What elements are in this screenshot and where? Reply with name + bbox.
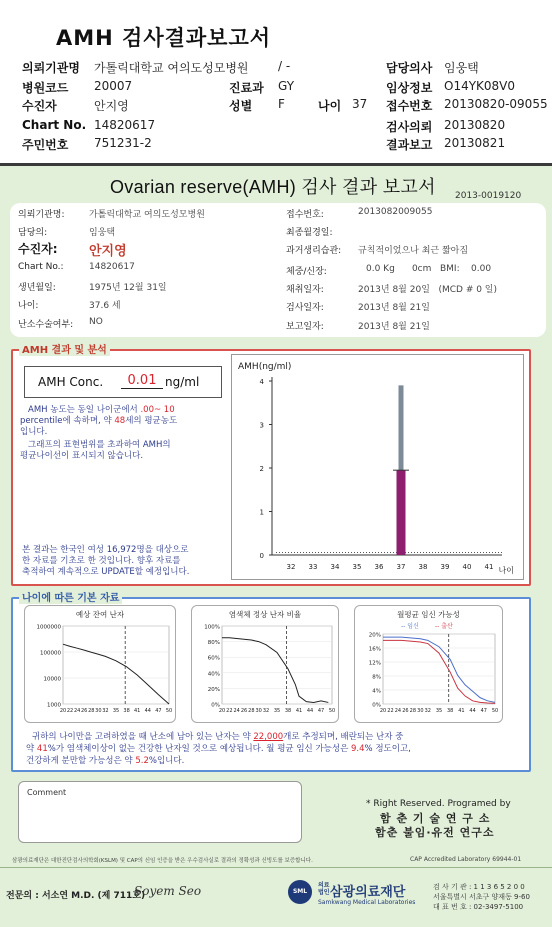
baseline-dot bbox=[408, 552, 409, 553]
y-tick-label: 0% bbox=[372, 702, 381, 709]
baseline-dot bbox=[315, 552, 316, 553]
baseline-dot bbox=[372, 552, 373, 553]
legend-preg: -- 임신 bbox=[401, 623, 419, 630]
y-tick-label: 4% bbox=[372, 688, 381, 695]
baseline-dot bbox=[285, 552, 286, 553]
summary-line3: 건강하게 분만할 가능성은 약 5.2%입니다. bbox=[26, 756, 185, 766]
x-tick-label: 22 bbox=[387, 708, 394, 714]
x-tick-label: 41 bbox=[458, 708, 465, 714]
y-tick-label: 40% bbox=[207, 671, 220, 678]
info-value: 37.6 세 bbox=[89, 301, 121, 311]
x-tick-label: 33 bbox=[308, 563, 318, 571]
amh-graph-note1: 그래프의 표현범위를 초과하여 AMH의 bbox=[28, 440, 171, 450]
header-label: 결과보고 bbox=[386, 138, 433, 152]
info-label: 생년월일: bbox=[18, 283, 56, 293]
baseline-dot bbox=[300, 552, 301, 553]
info-value: 0.0 Kg 0cm BMI: 0.00 bbox=[366, 264, 492, 274]
info-value: NO bbox=[89, 317, 103, 327]
x-tick-label: 41 bbox=[295, 708, 303, 714]
baseline-dot bbox=[420, 552, 421, 553]
info-label: 의뢰기관명: bbox=[18, 210, 65, 220]
pregnancy-panel bbox=[354, 605, 503, 723]
info-value: 2013082009055 bbox=[358, 207, 433, 217]
baseline-dot bbox=[501, 552, 502, 553]
remaining-eggs-panel bbox=[24, 605, 176, 723]
baseline-dot bbox=[465, 552, 466, 553]
amh-text-line3: 입니다. bbox=[20, 427, 48, 437]
y-tick-label: 2 bbox=[259, 465, 264, 473]
x-tick-label: 20 bbox=[379, 708, 387, 714]
series-line bbox=[222, 638, 328, 703]
x-tick-label: 50 bbox=[165, 708, 173, 714]
baseline-dot bbox=[276, 552, 277, 553]
x-tick-label: 38 bbox=[447, 708, 454, 714]
info-value: 2013년 8월 21일 bbox=[358, 303, 430, 313]
comment-label: Comment bbox=[27, 788, 67, 797]
header-label: Chart No. bbox=[22, 118, 87, 132]
chart-title: AMH(ng/ml) bbox=[238, 362, 292, 372]
header-value: 751231-2 bbox=[94, 136, 152, 150]
y-tick-label: 1000000 bbox=[36, 624, 61, 631]
baseline-dot bbox=[336, 552, 337, 553]
baseline-dot bbox=[330, 552, 331, 553]
baseline-dot bbox=[312, 552, 313, 553]
y-tick-label: 20% bbox=[368, 632, 381, 639]
header-label: 주민번호 bbox=[22, 138, 69, 152]
info-label: 검사일자: bbox=[286, 303, 324, 313]
baseline-dot bbox=[303, 552, 304, 553]
y-tick-label: 0% bbox=[211, 702, 220, 709]
x-tick-label: 44 bbox=[306, 708, 314, 714]
series-line bbox=[383, 637, 495, 702]
amh-text-line1: AMH 농도는 동일 나이군에서 .00~ 10 bbox=[28, 405, 175, 415]
header-label: 의뢰기관명 bbox=[22, 61, 80, 75]
amh-section-header: AMH 결과 및 분석 bbox=[19, 341, 110, 356]
program-note: * Right Reserved. Programed by bbox=[366, 799, 511, 809]
header-value: 20007 bbox=[94, 79, 133, 93]
header-value: / - bbox=[278, 59, 291, 73]
info-label: 담당의: bbox=[18, 228, 48, 238]
footer-divider bbox=[0, 867, 552, 868]
baseline-dot bbox=[318, 552, 319, 553]
baseline-dot bbox=[342, 552, 343, 553]
org-english: Samkwang Medical Laboratories bbox=[318, 899, 416, 906]
x-tick-label: 40 bbox=[462, 563, 472, 571]
doctor-signature: Soyem Seo bbox=[134, 884, 202, 898]
x-tick-label: 20 bbox=[218, 708, 226, 714]
baseline-dot bbox=[432, 552, 433, 553]
doctor-name: 전문의 : 서소연 M.D. (제 711호) bbox=[6, 891, 146, 901]
summary-line1: 귀하의 나이만을 고려하였을 때 난소에 남아 있는 난자는 약 22,000개로 추정되며, 배란되는 난자 중 bbox=[32, 732, 404, 742]
baseline-dot bbox=[306, 552, 307, 553]
normal-egg-chart bbox=[192, 606, 338, 722]
amh-conc-value: 0.01 bbox=[121, 373, 163, 389]
y-tick-label: 10000 bbox=[43, 676, 61, 683]
footer-cap: CAP Accredited Laboratory 69944-01 bbox=[410, 856, 522, 863]
baseline-dot bbox=[291, 552, 292, 553]
x-tick-label: 38 bbox=[123, 708, 130, 714]
baseline-dot bbox=[480, 552, 481, 553]
info-value: 2013년 8월 21일 bbox=[358, 322, 430, 332]
x-tick-label: 30 bbox=[417, 708, 424, 714]
plot-frame bbox=[222, 626, 332, 704]
contact-line3: 대 표 번 호 : 02-3497-5100 bbox=[433, 903, 524, 911]
amh-basis2: 한 자료를 기초로 한 것입니다. 향후 자료를 bbox=[22, 556, 181, 566]
header-value: 20130821 bbox=[444, 136, 506, 150]
bar bbox=[397, 470, 406, 555]
x-tick-label: 28 bbox=[409, 708, 417, 714]
x-tick-label: 32 bbox=[286, 563, 296, 571]
x-tick-label: 39 bbox=[440, 563, 450, 571]
info-label: 접수번호: bbox=[286, 210, 324, 220]
x-tick-label: 32 bbox=[424, 708, 431, 714]
baseline-dot bbox=[474, 552, 475, 553]
x-tick-label: 30 bbox=[255, 708, 262, 714]
info-label: 난소수술여부: bbox=[18, 320, 74, 330]
header-label: 담당의사 bbox=[386, 61, 433, 75]
x-tick-label: 47 bbox=[480, 708, 487, 714]
baseline-dot bbox=[297, 552, 298, 553]
baseline-dot bbox=[492, 552, 493, 553]
baseline-dot bbox=[444, 552, 445, 553]
baseline-dot bbox=[471, 552, 472, 553]
x-tick-label: 35 bbox=[435, 708, 443, 714]
baseline-dot bbox=[477, 552, 478, 553]
info-label: 보고일자: bbox=[286, 322, 324, 332]
x-tick-label: 38 bbox=[418, 563, 428, 571]
plot-frame bbox=[383, 634, 495, 704]
baseline-dot bbox=[354, 552, 355, 553]
header-value: GY bbox=[278, 79, 295, 93]
info-label: 수진자: bbox=[18, 242, 58, 256]
baseline-dot bbox=[381, 552, 382, 553]
info-label: 채취일자: bbox=[286, 285, 324, 295]
x-tick-label: 35 bbox=[352, 563, 362, 571]
footer-disclaimer: 삼광의료재단은 대한진단검사의학회(KSLM) 및 CAP의 신임 인증을 받은 우수검사실로 결과의 정확성과 신빙도를 보증합니다. bbox=[12, 858, 313, 864]
y-tick-label: 3 bbox=[259, 421, 264, 430]
y-tick-label: 4 bbox=[259, 378, 264, 386]
baseline-dot bbox=[456, 552, 457, 553]
amh-basis3: 축적하여 계속적으로 UPDATE할 예정입니다. bbox=[22, 567, 190, 577]
x-tick-label: 22 bbox=[226, 708, 233, 714]
normal-egg-panel bbox=[191, 605, 339, 723]
legend-birth: -- 출산 bbox=[435, 623, 453, 630]
chart-title: 예상 잔여 난자 bbox=[75, 610, 125, 619]
header-value: 임웅택 bbox=[444, 61, 479, 75]
x-tick-label: 20 bbox=[59, 708, 67, 714]
org-small: 의료 법인 bbox=[318, 882, 330, 896]
y-tick-label: 16% bbox=[368, 646, 381, 653]
x-tick-label: 36 bbox=[374, 563, 384, 571]
baseline-dot bbox=[417, 552, 418, 553]
baseline-dot bbox=[411, 552, 412, 553]
x-tick-label: 35 bbox=[273, 708, 281, 714]
baseline-dot bbox=[438, 552, 439, 553]
baseline-dot bbox=[378, 552, 379, 553]
header-label: 접수번호 bbox=[386, 99, 433, 113]
header-value: O14YK08V0 bbox=[444, 79, 516, 93]
amh-conc-unit: ng/ml bbox=[165, 375, 200, 389]
baseline-dot bbox=[483, 552, 484, 553]
y-tick-label: 100000 bbox=[40, 650, 61, 657]
x-tick-label: 26 bbox=[240, 708, 248, 714]
header-value: F bbox=[278, 97, 285, 111]
baseline-dot bbox=[351, 552, 352, 553]
info-value: 1975년 12월 31일 bbox=[89, 283, 167, 293]
x-tick-label: 26 bbox=[402, 708, 409, 714]
series-line bbox=[63, 644, 169, 704]
baseline-dot bbox=[288, 552, 289, 553]
header-label: 병원코드 bbox=[22, 81, 69, 95]
baseline-dot bbox=[453, 552, 454, 553]
header-label: 나이 bbox=[318, 99, 342, 113]
info-label: 나이: bbox=[18, 301, 39, 311]
x-tick-label: 34 bbox=[330, 563, 340, 571]
series-line bbox=[383, 640, 495, 703]
info-value: 규칙적이었으나 최근 짧아짐 bbox=[358, 246, 469, 256]
baseline-dot bbox=[390, 552, 391, 553]
header-label: 수진자 bbox=[22, 99, 57, 113]
y-tick-label: 20% bbox=[207, 686, 220, 693]
summary-line2: 약 41%가 염색체이상이 없는 건강한 난자일 것으로 예상됩니다. 월 평균 임신 가능성은 9.4% 정도이고, bbox=[26, 744, 411, 754]
baseline-dot bbox=[327, 552, 328, 553]
x-tick-label: 26 bbox=[81, 708, 88, 714]
info-value: 임웅택 bbox=[89, 228, 116, 238]
y-tick-label: 100% bbox=[204, 624, 220, 631]
program-lab1: 함 춘 기 술 연 구 소 bbox=[380, 812, 491, 825]
x-tick-label: 30 bbox=[95, 708, 102, 714]
contact-line2: 서울특별시 서초구 양재동 9-60 bbox=[433, 893, 530, 901]
baseline-dot bbox=[294, 552, 295, 553]
amh-basis1: 본 결과는 한국인 여성 16,972명을 대상으로 bbox=[22, 545, 189, 555]
baseline-dot bbox=[363, 552, 364, 553]
info-label: 과거생리습관: bbox=[286, 246, 342, 256]
baseline-dot bbox=[369, 552, 370, 553]
x-tick-label: 32 bbox=[102, 708, 109, 714]
patient-name: 안지영 bbox=[89, 244, 127, 259]
report-title: Ovarian reserve(AMH) 검사 결과 보고서 bbox=[110, 177, 436, 197]
x-tick-label: 44 bbox=[144, 708, 151, 714]
y-tick-label: 1 bbox=[259, 508, 264, 517]
header-value: 안지영 bbox=[94, 99, 129, 113]
header-value: 37 bbox=[352, 97, 368, 111]
pregnancy-chart bbox=[355, 606, 502, 722]
document-title: AMH 검사결과보고서 bbox=[56, 26, 272, 50]
baseline-dot bbox=[366, 552, 367, 553]
baseline-dot bbox=[339, 552, 340, 553]
amh-bar-chart bbox=[232, 355, 523, 579]
baseline-dot bbox=[426, 552, 427, 553]
baseline-dot bbox=[333, 552, 334, 553]
x-tick-label: 24 bbox=[73, 708, 81, 714]
baseline-dot bbox=[357, 552, 358, 553]
baseline-dot bbox=[498, 552, 499, 553]
baseline-dot bbox=[324, 552, 325, 553]
age-section-header: 나이에 따른 기본 자료 bbox=[19, 589, 122, 604]
program-lab2: 함춘 불임·유전 연구소 bbox=[375, 826, 495, 839]
plot-frame bbox=[63, 626, 169, 704]
info-value: 가톨릭대학교 여의도성모병원 bbox=[89, 210, 205, 220]
x-tick-label: 41 bbox=[484, 563, 494, 571]
org-name: 삼광의료재단 bbox=[330, 885, 406, 900]
x-tick-label: 47 bbox=[155, 708, 162, 714]
x-tick-label: 44 bbox=[469, 708, 476, 714]
x-tick-label: 22 bbox=[66, 708, 74, 714]
amh-chart-frame bbox=[231, 354, 524, 580]
header-value: 가톨릭대학교 여의도성모병원 bbox=[94, 61, 249, 75]
baseline-dot bbox=[423, 552, 424, 553]
x-tick-label: 41 bbox=[134, 708, 141, 714]
baseline-dot bbox=[459, 552, 460, 553]
baseline-dot bbox=[489, 552, 490, 553]
header-label: 성별 bbox=[229, 99, 253, 113]
baseline-dot bbox=[462, 552, 463, 553]
contact-line1: 검 사 기 관 : 1 1 3 6 5 2 0 0 bbox=[433, 883, 525, 891]
baseline-dot bbox=[375, 552, 376, 553]
x-tick-label: 24 bbox=[233, 708, 240, 714]
info-label: 체중/신장: bbox=[286, 267, 327, 277]
baseline-dot bbox=[345, 552, 346, 553]
x-tick-label: 28 bbox=[88, 708, 95, 714]
x-tick-label: 24 bbox=[394, 708, 402, 714]
baseline-dot bbox=[447, 552, 448, 553]
info-value: 2013년 8월 20일 (MCD # 0 일) bbox=[358, 285, 498, 295]
chart-title: 염색체 정상 난자 비율 bbox=[228, 610, 302, 619]
baseline-dot bbox=[309, 552, 310, 553]
baseline-dot bbox=[279, 552, 280, 553]
x-tick-label: 32 bbox=[262, 708, 270, 714]
x-tick-label: 50 bbox=[491, 708, 499, 714]
baseline-dot bbox=[282, 552, 283, 553]
y-tick-label: 1000 bbox=[47, 702, 61, 709]
baseline-dot bbox=[321, 552, 322, 553]
info-label: Chart No.: bbox=[18, 262, 64, 272]
header-label: 진료과 bbox=[229, 81, 264, 95]
x-tick-label: 47 bbox=[317, 708, 325, 714]
y-tick-label: 12% bbox=[368, 660, 381, 667]
baseline-dot bbox=[429, 552, 430, 553]
amh-graph-note2: 평균나이선이 표시되지 않습니다. bbox=[20, 451, 144, 461]
baseline-dot bbox=[468, 552, 469, 553]
x-tick-label: 28 bbox=[248, 708, 255, 714]
y-tick-label: 8% bbox=[372, 674, 381, 681]
baseline-dot bbox=[435, 552, 436, 553]
baseline-dot bbox=[384, 552, 385, 553]
amh-text-line2: percentile에 속하며, 약 48세의 평균농도 bbox=[20, 416, 178, 426]
amh-conc-label: AMH Conc. bbox=[38, 375, 104, 389]
x-tick-label: 50 bbox=[328, 708, 336, 714]
baseline-dot bbox=[414, 552, 415, 553]
baseline-dot bbox=[495, 552, 496, 553]
baseline-dot bbox=[393, 552, 394, 553]
x-axis-label: 나이 bbox=[498, 566, 514, 575]
chart-title: 월평균 임신 가능성 bbox=[397, 610, 460, 619]
baseline-dot bbox=[387, 552, 388, 553]
remaining-eggs-chart bbox=[25, 606, 175, 722]
x-tick-label: 38 bbox=[284, 708, 292, 714]
info-label: 최종월경일: bbox=[286, 228, 333, 238]
baseline-dot bbox=[450, 552, 451, 553]
info-value: 14820617 bbox=[89, 262, 135, 272]
y-tick-label: 80% bbox=[207, 640, 220, 647]
report-id: 2013-0019120 bbox=[455, 191, 522, 201]
comment-box bbox=[18, 781, 302, 843]
header-value: 20130820-09055 bbox=[444, 97, 548, 111]
header-label: 임상정보 bbox=[386, 81, 433, 95]
y-tick-label: 60% bbox=[207, 655, 220, 662]
header-value: 14820617 bbox=[94, 118, 156, 132]
baseline-dot bbox=[360, 552, 361, 553]
baseline-dot bbox=[441, 552, 442, 553]
sml-logo-icon: SML bbox=[288, 880, 312, 904]
x-tick-label: 35 bbox=[112, 708, 120, 714]
header-label: 검사의뢰 bbox=[386, 120, 433, 134]
baseline-dot bbox=[348, 552, 349, 553]
x-tick-label: 37 bbox=[396, 563, 406, 571]
y-tick-label: 0 bbox=[259, 552, 264, 560]
header-value: 20130820 bbox=[444, 118, 506, 132]
baseline-dot bbox=[486, 552, 487, 553]
